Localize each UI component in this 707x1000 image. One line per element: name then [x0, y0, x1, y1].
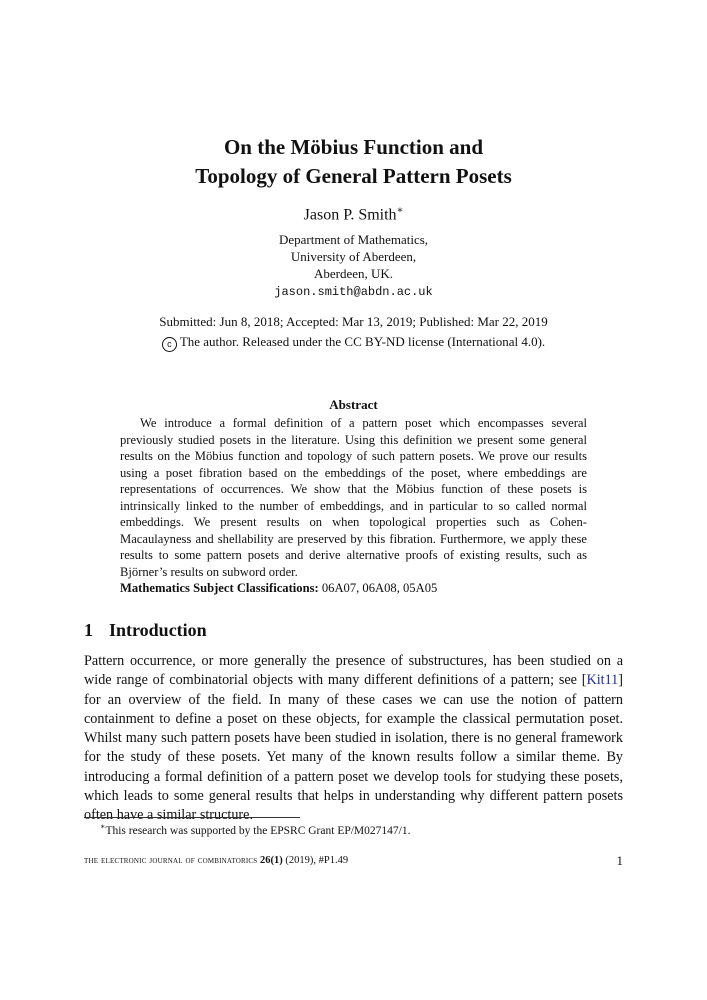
- page-number: 1: [616, 853, 623, 868]
- submission-dates: Submitted: Jun 8, 2018; Accepted: Mar 13, 2019; Published: Mar 22, 2019: [159, 314, 548, 329]
- msc-line: [120, 580, 587, 597]
- author-footnote-mark: ∗: [396, 205, 404, 216]
- footnote-text: This research was supported by the EPSRC Grant EP/M027147/1.: [105, 824, 411, 837]
- paper-title: [0, 133, 707, 191]
- footnote: [100, 822, 410, 837]
- intro-paragraph: [84, 652, 623, 826]
- copyright-icon: c: [162, 337, 177, 352]
- abstract-heading: Abstract: [329, 397, 378, 412]
- affiliation-line-2: University of Aberdeen,: [290, 249, 417, 264]
- footnote-mark: ∗: [100, 822, 106, 831]
- affiliation: [0, 231, 707, 282]
- author-email: jason.smith@abdn.ac.uk: [274, 285, 433, 299]
- section-number: 1: [84, 620, 93, 640]
- journal-issue: (2019), #P1.49: [285, 855, 349, 866]
- journal-footer: [84, 855, 348, 866]
- msc-label: Mathematics Subject Classifications:: [120, 581, 319, 595]
- paper-title-line-1: On the Möbius Function and: [223, 135, 484, 159]
- intro-text-part-1: Pattern occurrence, or more generally the presence of substructures, has been studied on a wide range of combinatorial objects with many different definitions of a pattern; see: [84, 653, 623, 689]
- license-line: [0, 334, 707, 352]
- intro-text-part-2: for an overview of the field. In many of these cases we can use the notion of pattern containment to define a poset on these objects, for example the classical permutation poset. Whilst many such pattern posets have been studied in isolation, there is no general framework for the study of these posets. Yet many of the known results follow a similar theme. By introducing a formal definition of a pattern poset we develop tools for studying these posets, which leads to some general results that helps in understanding why different pattern posets often have a similar structure.: [84, 691, 623, 824]
- citation-open-bracket: [: [581, 672, 587, 689]
- affiliation-line-3: Aberdeen, UK.: [313, 266, 394, 281]
- paper-title-line-2: Topology of General Pattern Posets: [195, 164, 512, 188]
- section-heading: [84, 620, 207, 641]
- msc-value: 06A07, 06A08, 05A05: [321, 581, 438, 595]
- abstract-body: We introduce a formal definition of a pattern poset which encompasses several previously studied posets in the literature. Using this definition we present some general results on the Möbius function and topology of such pattern posets. We prove our results using a poset fibration based on the embeddings of the poset, where embeddings are representations of occurrences. We show that the Möbius function of these posets is intrinsically linked to the number of embeddings, and in particular to so called normal embeddings. We present results on when topological properties such as Cohen-Macaulayness and shellability are preserved by this fibration. Furthermore, we apply these results to some pattern posets and derive alternative proofs of existing results, such as Björner’s results on subword order.: [120, 416, 587, 579]
- citation-link-kit11[interactable]: Kit11: [586, 672, 619, 689]
- license-text: The author. Released under the CC BY-ND license (International 4.0).: [179, 334, 546, 349]
- citation-close-bracket: ]: [618, 672, 623, 689]
- author-name: Jason P. Smith: [303, 206, 397, 224]
- author-line: [0, 205, 707, 224]
- affiliation-line-1: Department of Mathematics,: [278, 232, 429, 247]
- footnote-divider: [84, 817, 300, 818]
- journal-name: the electronic journal of combinatorics: [84, 855, 258, 866]
- section-title: Introduction: [109, 620, 207, 640]
- journal-volume: 26(1): [259, 855, 283, 866]
